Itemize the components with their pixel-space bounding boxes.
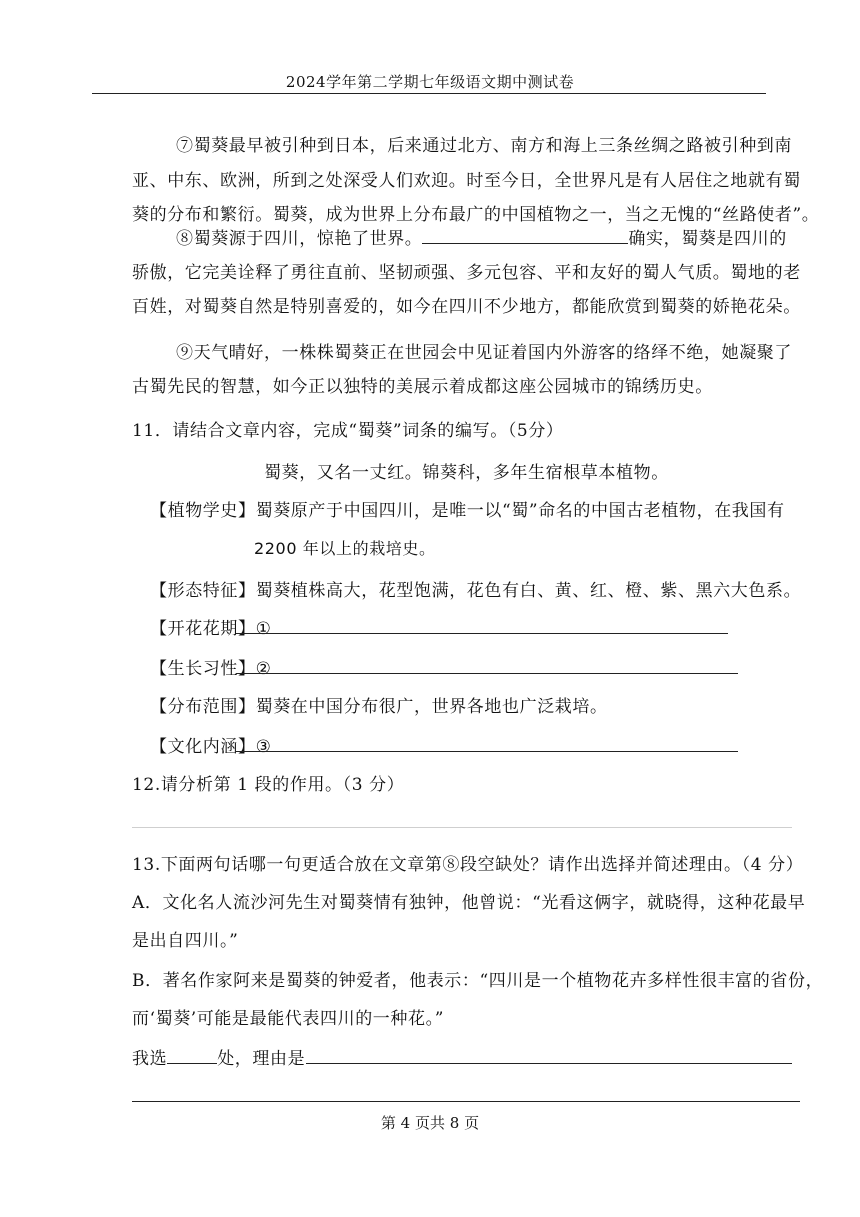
q13-stem: 13.下面两句话哪一句更适合放在文章第⑧段空缺处？请作出选择并简述理由。（4 分）: [132, 855, 804, 875]
culture-label: 【文化内涵】: [150, 737, 256, 757]
para9-line2: 古蜀先民的智慧，如今正以独特的美展示着成都这座公园城市的锦绣历史。: [132, 377, 713, 397]
header-rule: [92, 93, 766, 94]
para7-line2: 亚、中东、欧洲，所到之处深受人们欢迎。时至今日，全世界凡是有人居住之地就有蜀: [132, 171, 801, 191]
q12-stem: 12.请分析第 1 段的作用。（3 分）: [132, 775, 405, 795]
para8-line2: 骄傲，它完美诠释了勇往直前、坚韧顽强、多元包容、平和友好的蜀人气质。蜀地的老: [132, 263, 801, 283]
reason-answer-line[interactable]: [306, 1063, 792, 1064]
q12-answer-line[interactable]: [132, 827, 792, 828]
page-footer: 第 4 页共 8 页: [380, 1114, 480, 1132]
range-label: 【分布范围】: [150, 697, 256, 717]
botany-text: 蜀葵原产于中国四川，是唯一以“蜀”命名的中国古老植物，在我国有: [255, 501, 785, 521]
exam-header-title: 2024学年第二学期七年级语文期中测试卷: [285, 73, 575, 91]
q11-botany-row: [150, 496, 785, 521]
bloom-answer-line[interactable]: [236, 633, 728, 634]
q11-intro: 蜀葵，又名一丈红。锦葵科，多年生宿根草本植物。: [264, 463, 669, 483]
culture-mark: ③: [255, 737, 272, 757]
para8-line1: [176, 224, 787, 249]
q11-form-row: [150, 576, 801, 601]
q11-bloom-row: [150, 614, 271, 639]
botany-label: 【植物学史】: [150, 501, 256, 521]
para8-start: ⑧蜀葵源于四川，惊艳了世界。: [176, 229, 423, 249]
growth-answer-line[interactable]: [236, 673, 738, 674]
q11-stem: 11．请结合文章内容，完成“蜀葵”词条的编写。（5分）: [132, 421, 564, 441]
answer-prefix: 我选: [132, 1049, 168, 1069]
para8-blank[interactable]: [422, 225, 628, 244]
form-text: 蜀葵植株高大，花型饱满，花色有白、黄、红、橙、紫、黑六大色系。: [255, 581, 802, 601]
answer-mid: 处，理由是: [217, 1049, 306, 1069]
q11-culture-row: [150, 732, 271, 757]
q13-option-b-line1: B．著名作家阿来是蜀葵的钟爱者，他表示：“四川是一个植物花卉多样性很丰富的省份，: [132, 971, 824, 991]
para7-line1: ⑦蜀葵最早被引种到日本，后来通过北方、南方和海上三条丝绸之路被引种到南: [176, 136, 792, 156]
para9-line1: ⑨天气晴好，一株株蜀葵正在世园会中见证着国内外游客的络绎不绝，她凝聚了: [176, 343, 792, 363]
q13-answer-row: [132, 1044, 305, 1069]
para8-after-blank: 确实，蜀葵是四川的: [628, 229, 787, 249]
range-text: 蜀葵在中国分布很广，世界各地也广泛栽培。: [255, 697, 608, 717]
growth-label: 【生长习性】: [150, 659, 256, 679]
q13-option-a-line1: A．文化名人流沙河先生对蜀葵情有独钟，他曾说：“光看这俩字，就晓得，这种花最早: [132, 893, 806, 913]
para7-line3: 葵的分布和繁衍。蜀葵，成为世界上分布最广的中国植物之一，当之无愧的“丝路使者”。: [132, 205, 820, 225]
form-label: 【形态特征】: [150, 581, 256, 601]
bloom-label: 【开花花期】: [150, 619, 256, 639]
q13-option-b-line2: 而‘蜀葵’可能是最能代表四川的一种花。”: [132, 1009, 444, 1029]
bloom-mark: ①: [255, 619, 272, 639]
botany-text-2: 2200 年以上的栽培史。: [254, 539, 436, 558]
growth-mark: ②: [255, 659, 272, 679]
q11-growth-row: [150, 654, 271, 679]
q13-option-a-line2: 是出自四川。”: [132, 931, 239, 951]
reason-answer-line-2[interactable]: [132, 1101, 800, 1102]
q11-range-row: [150, 692, 608, 717]
para8-line3: 百姓，对蜀葵自然是特别喜爱的，如今在四川不少地方，都能欣赏到蜀葵的娇艳花朵。: [132, 297, 801, 317]
culture-answer-line[interactable]: [236, 751, 738, 752]
choice-blank[interactable]: [167, 1045, 217, 1064]
